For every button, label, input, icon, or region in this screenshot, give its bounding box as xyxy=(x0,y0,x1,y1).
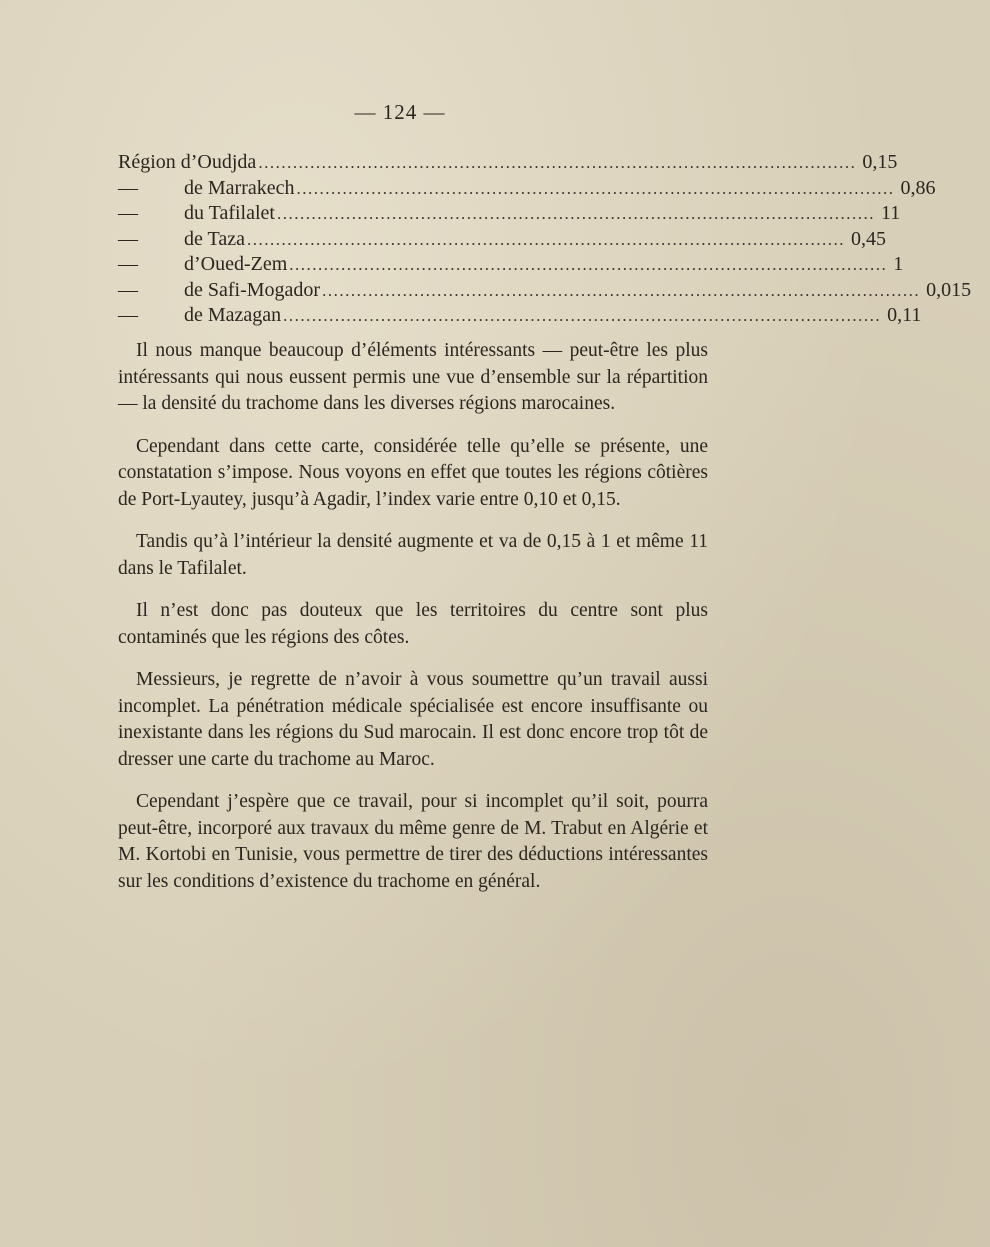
region-value: 11 xyxy=(880,202,901,224)
paragraph: Tandis qu’à l’intérieur la densité augmente et va de 0,15 à 1 et même 11 dans le Tafilalet. xyxy=(118,531,708,579)
region-row xyxy=(118,303,922,329)
leader-dots: ........................................................................................................ xyxy=(246,229,845,249)
region-dash: — xyxy=(118,253,138,275)
paragraph: Il n’est donc pas douteux que les territoires du centre sont plus contaminés que les régions des côtes. xyxy=(118,600,708,648)
region-label: de Taza xyxy=(184,227,245,250)
leader-dots: ........................................................................................................ xyxy=(283,306,882,325)
body-text xyxy=(118,338,708,911)
region-label: Région d’Oudjda xyxy=(118,151,257,173)
leader-dots: ........................................................................................................ xyxy=(258,153,857,172)
region-value: 1 xyxy=(893,253,904,275)
region-dash: — xyxy=(118,227,138,250)
region-value: 0,015 xyxy=(926,278,972,301)
region-value: 0,86 xyxy=(900,176,936,199)
region-row xyxy=(118,150,898,176)
leader-dots: ........................................................................................................ xyxy=(322,280,921,300)
region-dash: — xyxy=(118,304,138,326)
leader-dots: ........................................................................................................ xyxy=(276,204,875,223)
region-dash: — xyxy=(118,202,138,224)
region-value: 0,11 xyxy=(887,304,922,326)
region-label: de Marrakech xyxy=(184,176,295,199)
region-row xyxy=(118,252,904,278)
paragraph: Messieurs, je regrette de n’avoir à vous soumettre qu’un travail aussi incomplet. La pénétration médicale spécialisée est encore insuffisante ou inexistante dans les régions du Sud marocain. Il est donc encore trop tôt de dresser une carte du trachome au Maroc. xyxy=(118,669,708,770)
region-label: d’Oued-Zem xyxy=(184,253,288,275)
region-value: 0,45 xyxy=(850,227,886,250)
page-number: — 124 — xyxy=(354,100,446,124)
region-index-table xyxy=(118,150,972,329)
paragraph: Il nous manque beaucoup d’éléments intéressants — peut-être les plus intéressants qui nous eussent permis une vue d’ensemble sur la répartition — la densité du trachome dans les diverses régions marocaines. xyxy=(118,340,708,414)
region-label: de Mazagan xyxy=(184,304,282,326)
region-value: 0,15 xyxy=(862,151,898,173)
region-dash: — xyxy=(118,176,138,199)
region-label: de Safi-Mogador xyxy=(184,278,321,301)
region-row xyxy=(118,278,972,304)
region-row xyxy=(118,227,886,253)
leader-dots: ........................................................................................................ xyxy=(289,255,888,274)
region-label: du Tafilalet xyxy=(184,202,275,224)
paragraph: Cependant dans cette carte, considérée telle qu’elle se présente, une constatation s’impose. Nous voyons en effet que toutes les régions côtières de Port-Lyautey, jusqu’à Agadir, l’index varie entre 0,10 et 0,15. xyxy=(118,435,708,510)
region-dash: — xyxy=(118,278,138,301)
leader-dots: ........................................................................................................ xyxy=(296,178,895,198)
region-row xyxy=(118,201,901,227)
region-row xyxy=(118,176,936,202)
paragraph: Cependant j’espère que ce travail, pour si incomplet qu’il soit, pourra peut-être, incorporé aux travaux du même genre de M. Trabut en Algérie et M. Kortobi en Tunisie, vous permettre de tirer des déductions intéressantes sur les conditions d’existence du trachome en général. xyxy=(118,791,708,892)
